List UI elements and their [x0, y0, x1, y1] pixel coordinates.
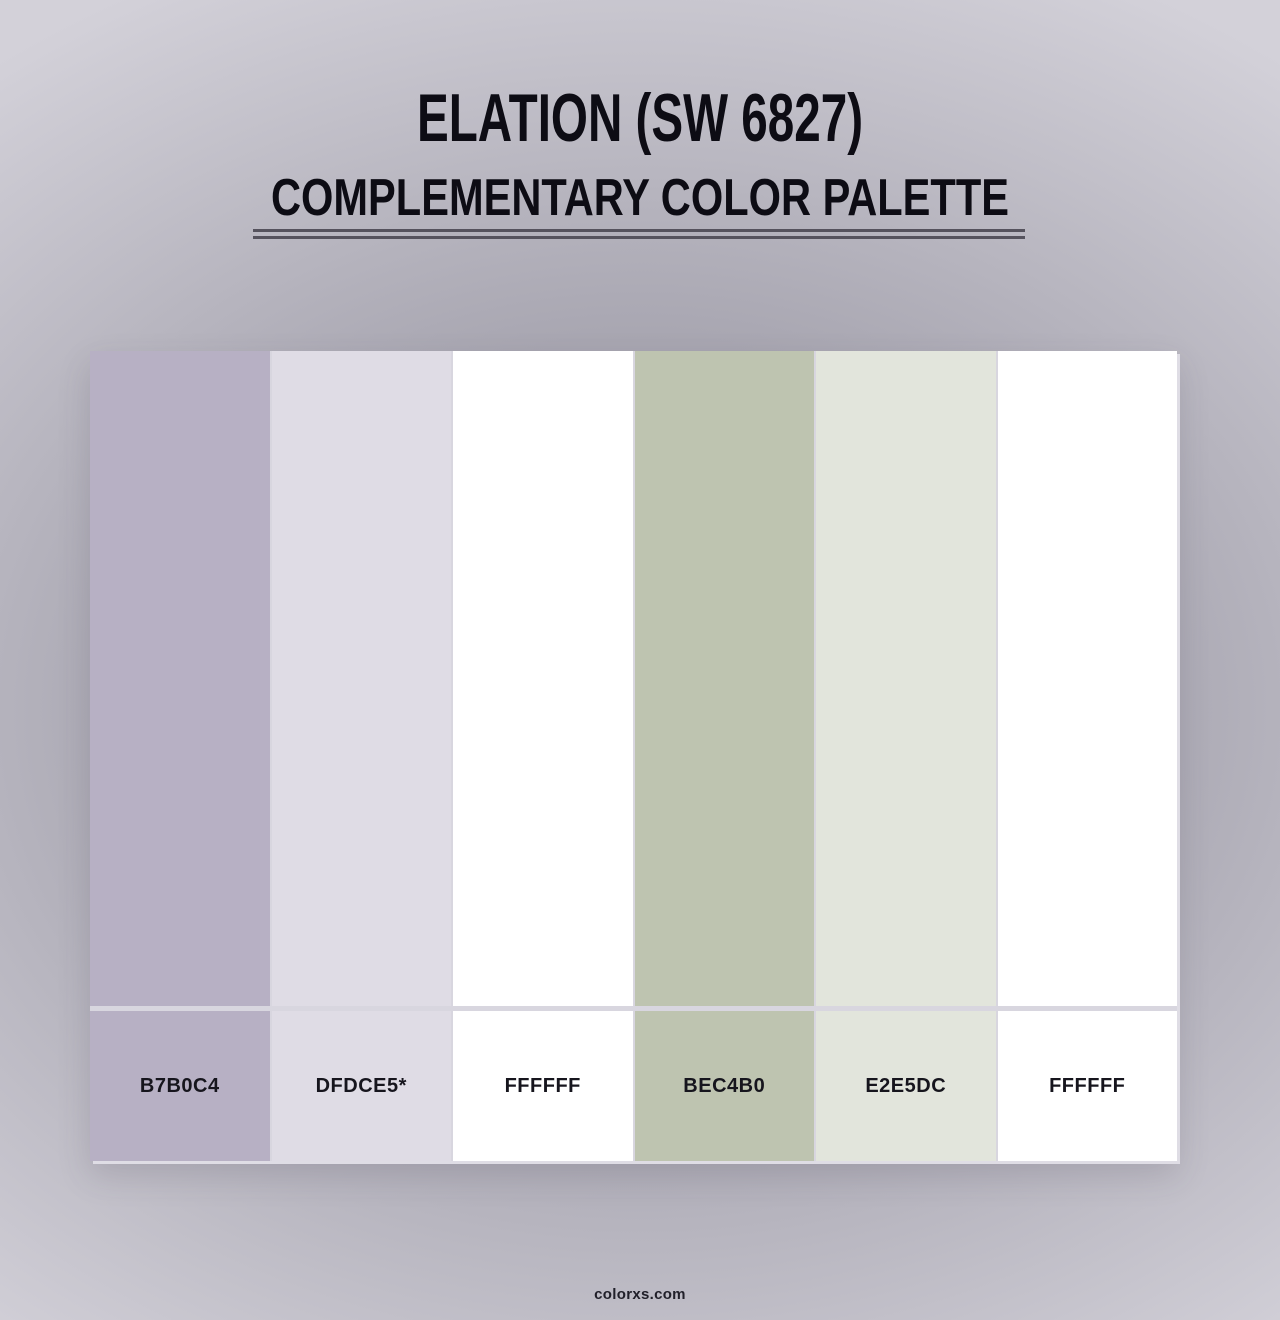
- header-divider: [253, 229, 1025, 239]
- swatch-color-block-3[interactable]: [453, 351, 633, 1006]
- footer-site-label: colorxs.com: [594, 1286, 686, 1303]
- swatch-hex-label-6[interactable]: [998, 1011, 1178, 1161]
- footer-watermark: [0, 1286, 1280, 1303]
- swatch-color-block-6[interactable]: [998, 351, 1178, 1006]
- swatch-color-block-5[interactable]: [816, 351, 996, 1006]
- page-title: ELATION (SW 6827): [416, 80, 864, 156]
- swatch-hex-text: BEC4B0: [683, 1074, 766, 1097]
- swatch-hex-label-3[interactable]: [453, 1011, 633, 1161]
- swatch-color-block-1[interactable]: [90, 351, 270, 1006]
- swatch-hex-label-1[interactable]: [90, 1011, 270, 1161]
- swatch-hex-text: FFFFFF: [1049, 1074, 1126, 1097]
- swatch-color-block-2[interactable]: [272, 351, 452, 1006]
- swatch-hex-label-4[interactable]: [635, 1011, 815, 1161]
- swatch-color-block-4[interactable]: [635, 351, 815, 1006]
- page-subtitle: COMPLEMENTARY COLOR PALETTE: [270, 169, 1010, 227]
- swatch-hex-label-2[interactable]: [272, 1011, 452, 1161]
- swatch-hex-label-5[interactable]: [816, 1011, 996, 1161]
- color-palette-grid: [90, 351, 1177, 1161]
- swatch-hex-text: FFFFFF: [504, 1074, 581, 1097]
- swatch-hex-text: DFDCE5*: [315, 1074, 407, 1097]
- swatch-hex-text: E2E5DC: [865, 1074, 947, 1097]
- swatch-hex-text: B7B0C4: [139, 1074, 220, 1097]
